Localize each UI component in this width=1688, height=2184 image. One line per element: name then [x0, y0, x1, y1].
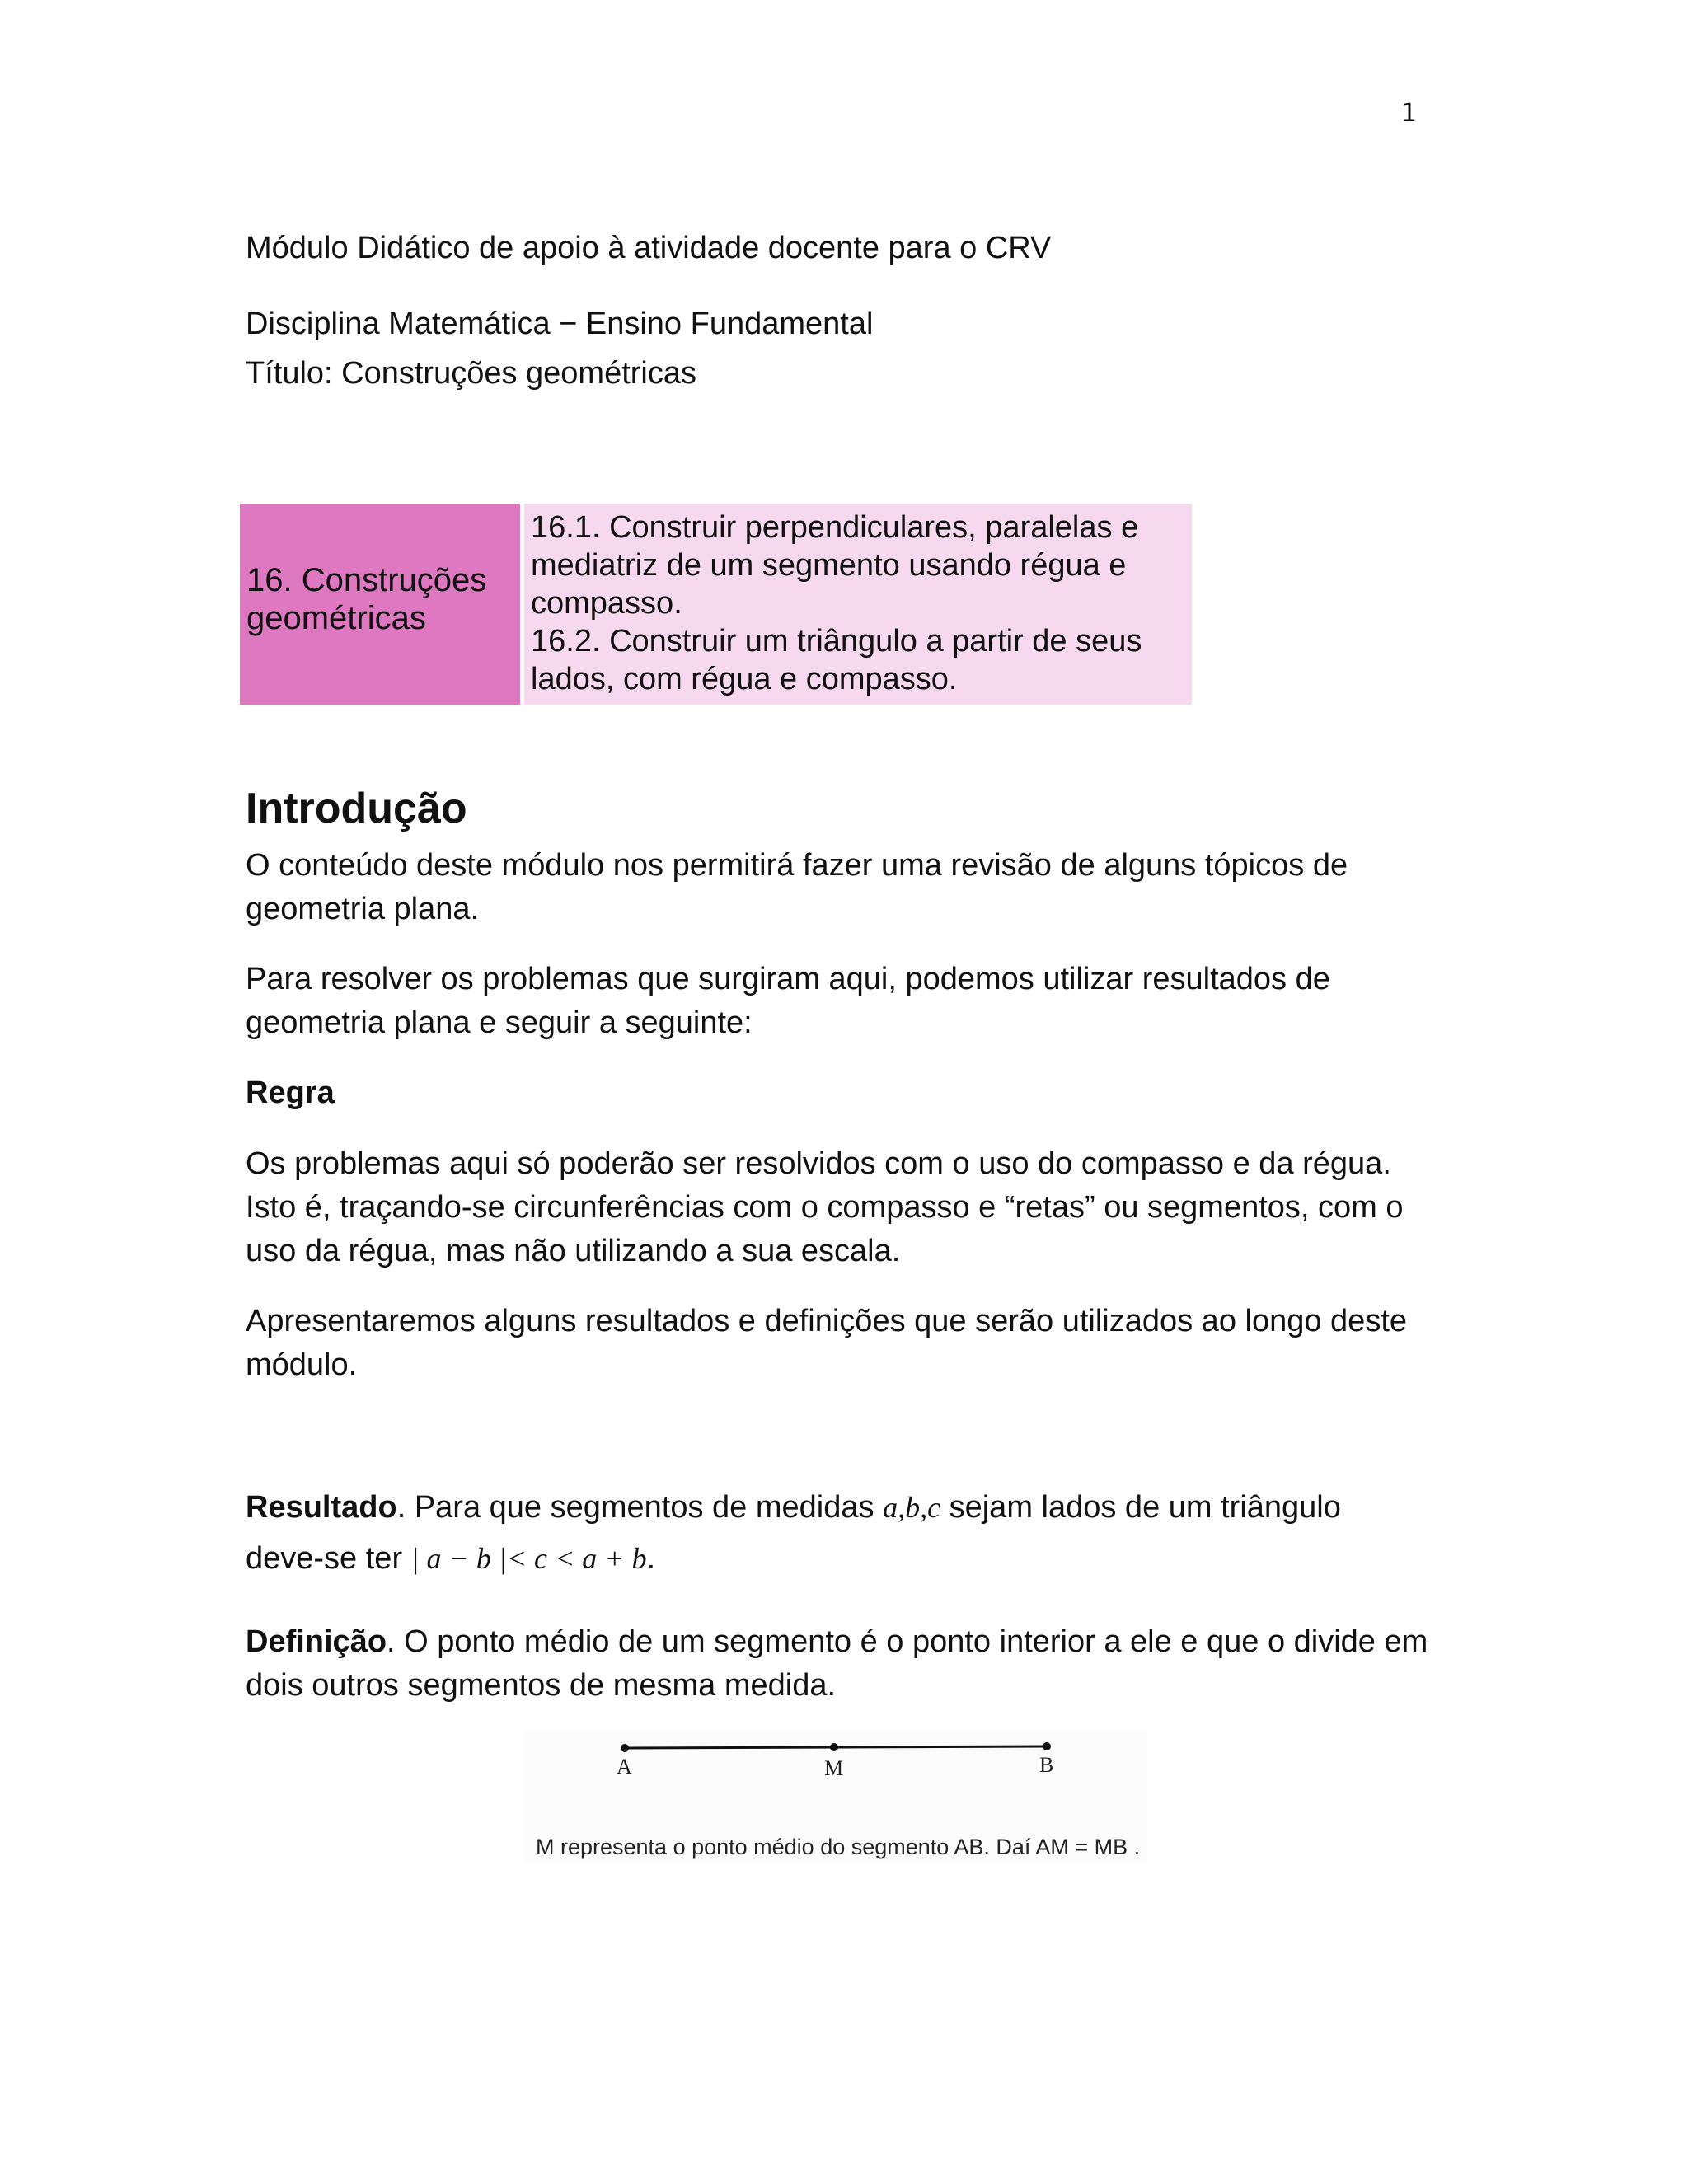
- point-a-label: A: [617, 1755, 632, 1779]
- result-paragraph: [246, 1482, 1432, 1584]
- rule-paragraph: Os problemas aqui só poderão ser resolvidos com o uso do compasso e da régua. Isto é, traçando-se circunferências com o compasso e “retas” ou segmentos, com o uso da régua, mas não utilizando a sua escala.: [246, 1146, 1404, 1268]
- skills-cell: [524, 504, 1192, 705]
- figure-caption: M representa o ponto médio do segmento AB. Daí AM = MB .: [536, 1835, 1141, 1859]
- rule-heading: Regra: [246, 1076, 335, 1110]
- title-line: Título: Construções geométricas: [246, 356, 697, 391]
- result-text-c: deve-se ter: [246, 1541, 403, 1576]
- module-title: Módulo Didático de apoio à atividade docente para o CRV: [246, 231, 1052, 265]
- point-m-label: M: [824, 1756, 844, 1780]
- definition-label: Definição: [246, 1624, 387, 1659]
- result-label: Resultado: [246, 1490, 397, 1525]
- triangle-inequality-formula: | a − b |< c < a + b: [410, 1542, 647, 1575]
- intro-paragraph-1: O conteúdo deste módulo nos permitirá fazer uma revisão de alguns tópicos de geometria plana.: [246, 848, 1348, 926]
- discipline-line: Disciplina Matemática − Ensino Fundamental: [246, 307, 874, 341]
- skill-16-1: 16.1. Construir perpendiculares, paralelas e mediatriz de um segmento usando régua e compasso.: [531, 510, 1139, 621]
- result-variables: a,b,c: [883, 1491, 941, 1524]
- point-a-dot: [621, 1744, 629, 1752]
- point-m-dot: [830, 1743, 838, 1751]
- definition-text: . O ponto médio de um segmento é o ponto interior a ele e que o divide em dois outros segmentos de mesma medida.: [246, 1624, 1428, 1703]
- topic-cell: [240, 504, 520, 705]
- page-number: 1: [1401, 99, 1418, 128]
- result-text-a: . Para que segmentos de medidas: [396, 1490, 874, 1525]
- intro-paragraph-2: Para resolver os problemas que surgiram aqui, podemos utilizar resultados de geometria plana e seguir a seguinte:: [246, 962, 1330, 1040]
- intro-paragraph-4: Apresentaremos alguns resultados e definições que serão utilizados ao longo deste módulo.: [246, 1304, 1408, 1382]
- point-b-label: B: [1039, 1753, 1054, 1777]
- result-end: .: [646, 1541, 656, 1576]
- result-text-b: sejam lados de um triângulo: [949, 1490, 1341, 1525]
- definition-paragraph: [246, 1620, 1432, 1708]
- intro-heading: Introdução: [246, 785, 467, 832]
- skill-16-2: 16.2. Construir um triângulo a partir de seus lados, com régua e compasso.: [531, 624, 1142, 696]
- topic-label: 16. Construções geométricas: [246, 562, 487, 636]
- point-b-dot: [1043, 1742, 1051, 1750]
